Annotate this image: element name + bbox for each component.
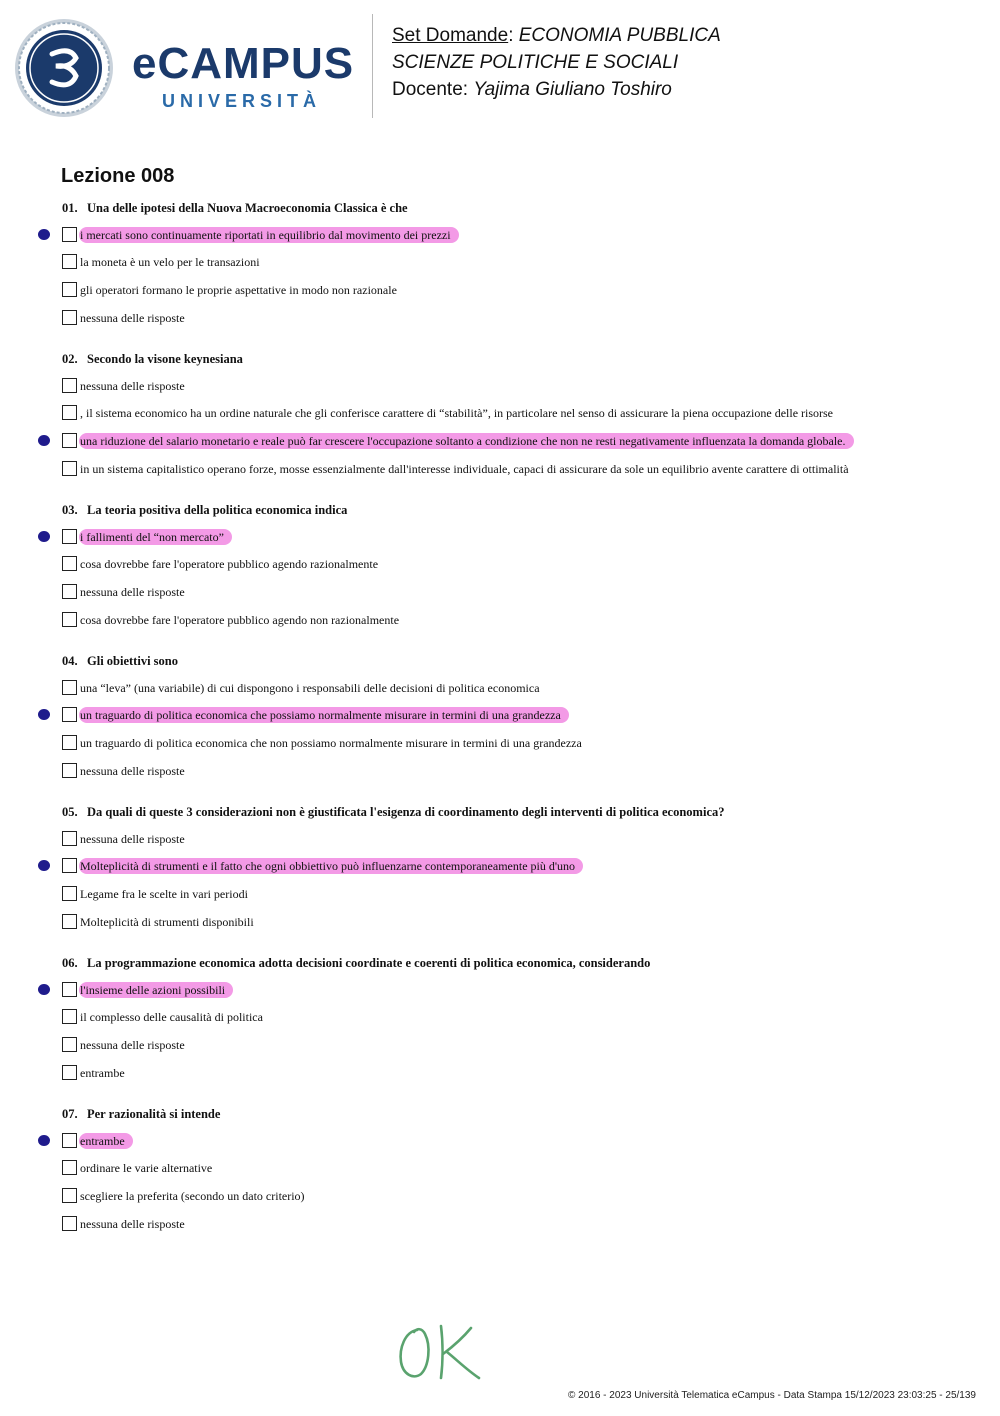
question-5: [62, 804, 725, 820]
teacher-name: Yajima Giuliano Toshiro: [473, 79, 672, 100]
marker-dot-icon: [38, 1135, 50, 1146]
brand-subtitle: UNIVERSITÀ: [162, 91, 322, 111]
page-footer: © 2016 - 2023 Università Telematica eCampus - Data Stampa 15/12/2023 23:03:25 - 25/139: [568, 1390, 976, 1401]
faculty: SCIENZE POLITICHE E SOCIALI: [392, 52, 679, 73]
brand-name: eCAMPUS: [132, 39, 355, 88]
answer-checkbox[interactable]: [62, 735, 77, 750]
handwritten-ok-annotation: [395, 1318, 485, 1384]
answer-text: gli operatori formano le proprie aspettative in modo non razionale: [80, 283, 397, 297]
question-text: Gli obiettivi sono: [87, 654, 178, 668]
answer-checkbox[interactable]: [62, 254, 77, 269]
question-text: Una delle ipotesi della Nuova Macroeconomia Classica è che: [87, 201, 408, 215]
answer-text: nessuna delle risposte: [80, 1217, 185, 1231]
set-value: ECONOMIA PUBBLICA: [518, 25, 721, 46]
question-7: [62, 1106, 220, 1122]
answer-text: in un sistema capitalistico operano forze, mosse essenzialmente dall'interesse individuale, capaci di assicurare da sole un equilibrio avente carattere di ottimalità: [80, 462, 849, 476]
question-number: 02.: [62, 352, 78, 366]
answer-checkbox[interactable]: [62, 680, 77, 695]
question-2: [62, 351, 243, 367]
answer-text: nessuna delle risposte: [80, 585, 185, 599]
marker-dot-icon: [38, 984, 50, 995]
answer-checkbox[interactable]: [62, 556, 77, 571]
answer-checkbox[interactable]: [62, 282, 77, 297]
answer-text: il complesso delle causalità di politica: [80, 1010, 263, 1024]
marker-dot-icon: [38, 435, 50, 446]
answer-text: nessuna delle risposte: [80, 764, 185, 778]
question-number: 05.: [62, 805, 78, 819]
question-number: 07.: [62, 1107, 78, 1121]
question-6: [62, 955, 650, 971]
answer-text: i mercati sono continuamente riportati in equilibrio dal movimento dei prezzi: [79, 227, 459, 243]
teacher-line: [392, 78, 672, 102]
answer-text: cosa dovrebbe fare l'operatore pubblico agendo razionalmente: [80, 557, 379, 571]
marker-dot-icon: [38, 860, 50, 871]
answer-checkbox[interactable]: [62, 433, 77, 448]
answer-text: entrambe: [79, 1133, 133, 1149]
answer-text: nessuna delle risposte: [80, 379, 185, 393]
question-text: La teoria positiva della politica economica indica: [87, 503, 348, 517]
question-text: Per razionalità si intende: [87, 1107, 221, 1121]
answer-text: entrambe: [80, 1066, 125, 1080]
answer-checkbox[interactable]: [62, 763, 77, 778]
question-text: La programmazione economica adotta decisioni coordinate e coerenti di politica economica, considerando: [87, 956, 651, 970]
answer-checkbox[interactable]: [62, 1065, 77, 1080]
teacher-label: Docente:: [392, 79, 469, 100]
answer-text: nessuna delle risposte: [80, 832, 185, 846]
answer-text: ordinare le varie alternative: [80, 1161, 213, 1175]
answer-checkbox[interactable]: [62, 1188, 77, 1203]
answer-checkbox[interactable]: [62, 1216, 77, 1231]
question-number: 06.: [62, 956, 78, 970]
question-text: Secondo la visone keynesiana: [87, 352, 243, 366]
answer-checkbox[interactable]: [62, 831, 77, 846]
question-number: 01.: [62, 201, 78, 215]
answer-checkbox[interactable]: [62, 529, 77, 544]
answer-checkbox[interactable]: [62, 914, 77, 929]
question-number: 04.: [62, 654, 78, 668]
answer-text: un traguardo di politica economica che non possiamo normalmente misurare in termini di una grandezza: [80, 736, 582, 750]
answer-checkbox[interactable]: [62, 1037, 77, 1052]
marker-dot-icon: [38, 531, 50, 542]
answer-text: la moneta è un velo per le transazioni: [80, 255, 260, 269]
answer-text: un traguardo di politica economica che possiamo normalmente misurare in termini di una grandezza: [79, 707, 569, 723]
answer-checkbox[interactable]: [62, 1160, 77, 1175]
answer-text: nessuna delle risposte: [80, 1038, 185, 1052]
question-number: 03.: [62, 503, 78, 517]
question-3: [62, 502, 347, 518]
answer-checkbox[interactable]: [62, 982, 77, 997]
answer-checkbox[interactable]: [62, 1133, 77, 1148]
ecampus-logo: [132, 40, 357, 115]
answer-text: i fallimenti del “non mercato”: [79, 529, 232, 545]
answer-text: nessuna delle risposte: [80, 311, 185, 325]
set-label: Set Domande: [392, 25, 509, 46]
answer-checkbox[interactable]: [62, 886, 77, 901]
header-divider: [372, 14, 373, 118]
answer-text: cosa dovrebbe fare l'operatore pubblico agendo non razionalmente: [80, 613, 400, 627]
question-text: Da quali di queste 3 considerazioni non è giustificata l'esigenza di coordinamento degli interventi di politica economica?: [87, 805, 725, 819]
set-line: Set Domande: ECONOMIA PUBBLICA: [392, 25, 721, 46]
answer-checkbox[interactable]: [62, 612, 77, 627]
answer-text: Legame fra le scelte in vari periodi: [80, 887, 248, 901]
answer-text: scegliere la preferita (secondo un dato criterio): [80, 1189, 305, 1203]
university-seal-logo: [14, 18, 114, 118]
answer-text: Molteplicità di strumenti e il fatto che ogni obbiettivo può influenzarne contemporaneamente più d'uno: [79, 858, 583, 874]
answer-checkbox[interactable]: [62, 461, 77, 476]
answer-checkbox[interactable]: [62, 584, 77, 599]
answer-checkbox[interactable]: [62, 1009, 77, 1024]
answer-text: Molteplicità di strumenti disponibili: [80, 915, 254, 929]
answer-checkbox[interactable]: [62, 378, 77, 393]
answer-checkbox[interactable]: [62, 310, 77, 325]
answer-checkbox[interactable]: [62, 858, 77, 873]
lesson-title: Lezione 008: [61, 165, 175, 187]
question-4: [62, 653, 178, 669]
page-header: [0, 0, 1000, 130]
marker-dot-icon: [38, 229, 50, 240]
answer-text: , il sistema economico ha un ordine naturale che gli conferisce carattere di “stabilità”, in particolare nel senso di assicurare la piena occupazione delle risorse: [80, 406, 834, 420]
answer-checkbox[interactable]: [62, 227, 77, 242]
answer-text: l'insieme delle azioni possibili: [79, 982, 233, 998]
question-1: [62, 200, 408, 216]
marker-dot-icon: [38, 709, 50, 720]
answer-checkbox[interactable]: [62, 405, 77, 420]
answer-text: una riduzione del salario monetario e reale può far crescere l'occupazione soltanto a condizione che non ne resti negativamente influenzata la domanda globale.: [79, 433, 854, 449]
answer-checkbox[interactable]: [62, 707, 77, 722]
answer-text: una “leva” (una variabile) di cui dispongono i responsabili delle decisioni di politica economica: [80, 681, 540, 695]
